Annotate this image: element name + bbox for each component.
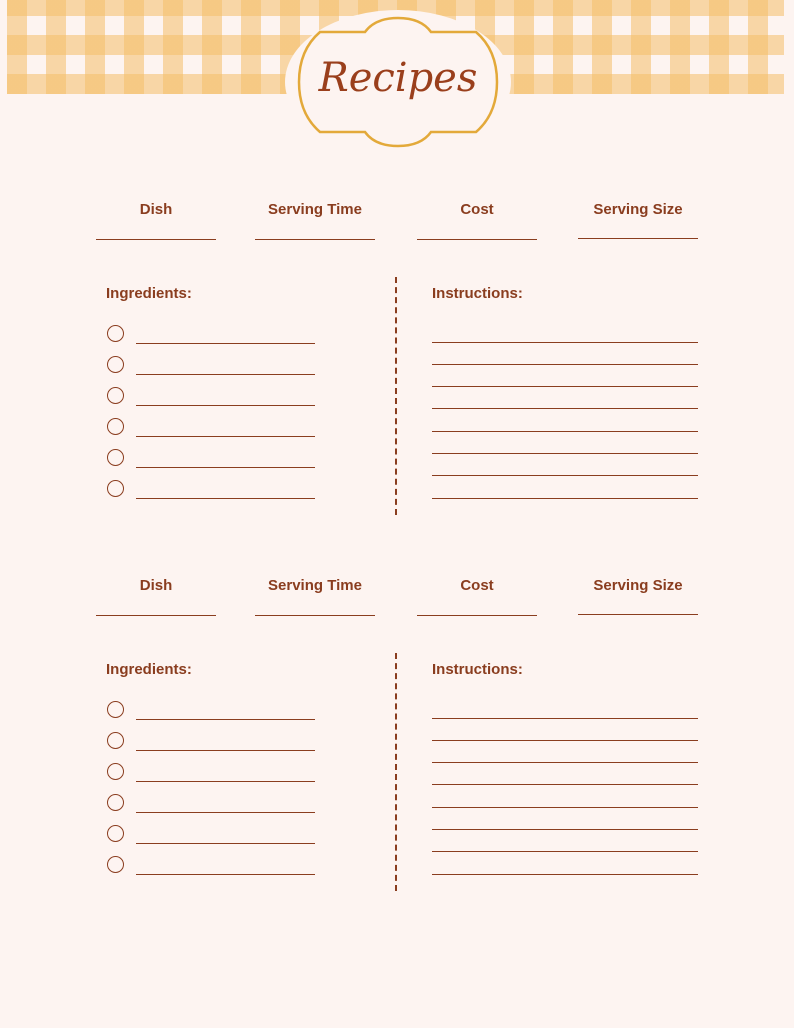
ingredients-heading: Ingredients: xyxy=(106,285,192,302)
instruction-line[interactable] xyxy=(432,408,698,409)
ingredient-line[interactable] xyxy=(136,405,315,406)
instruction-line[interactable] xyxy=(432,874,698,875)
serving-size-input-line[interactable] xyxy=(578,614,698,615)
page-title: Recipes xyxy=(318,55,478,101)
instruction-line[interactable] xyxy=(432,718,698,719)
field-label-serving-time: Serving Time xyxy=(268,201,362,218)
instruction-line[interactable] xyxy=(432,342,698,343)
ingredient-checkbox[interactable] xyxy=(107,356,124,373)
dish-input-line[interactable] xyxy=(96,615,216,616)
ingredient-line[interactable] xyxy=(136,812,315,813)
ingredient-checkbox[interactable] xyxy=(107,418,124,435)
ingredients-heading: Ingredients: xyxy=(106,661,192,678)
instruction-line[interactable] xyxy=(432,386,698,387)
dish-input-line[interactable] xyxy=(96,239,216,240)
instructions-heading: Instructions: xyxy=(432,285,523,302)
instruction-line[interactable] xyxy=(432,762,698,763)
ingredient-checkbox[interactable] xyxy=(107,449,124,466)
instruction-line[interactable] xyxy=(432,364,698,365)
instructions-heading: Instructions: xyxy=(432,661,523,678)
instruction-line[interactable] xyxy=(432,431,698,432)
field-label-serving-size: Serving Size xyxy=(593,201,683,218)
field-label-dish: Dish xyxy=(139,577,173,594)
ingredient-line[interactable] xyxy=(136,467,315,468)
instruction-line[interactable] xyxy=(432,475,698,476)
ingredient-line[interactable] xyxy=(136,343,315,344)
instruction-line[interactable] xyxy=(432,807,698,808)
instruction-line[interactable] xyxy=(432,851,698,852)
ingredient-line[interactable] xyxy=(136,843,315,844)
ingredient-checkbox[interactable] xyxy=(107,325,124,342)
ingredient-checkbox[interactable] xyxy=(107,794,124,811)
instruction-line[interactable] xyxy=(432,740,698,741)
cost-input-line[interactable] xyxy=(417,615,537,616)
field-label-serving-size: Serving Size xyxy=(593,577,683,594)
ingredient-checkbox[interactable] xyxy=(107,856,124,873)
instruction-line[interactable] xyxy=(432,829,698,830)
column-divider xyxy=(395,277,397,515)
ingredient-checkbox[interactable] xyxy=(107,763,124,780)
instruction-line[interactable] xyxy=(432,784,698,785)
field-label-serving-time: Serving Time xyxy=(268,577,362,594)
serving-time-input-line[interactable] xyxy=(255,239,375,240)
instruction-line[interactable] xyxy=(432,498,698,499)
ingredient-checkbox[interactable] xyxy=(107,480,124,497)
instruction-line[interactable] xyxy=(432,453,698,454)
ingredient-line[interactable] xyxy=(136,874,315,875)
ingredient-line[interactable] xyxy=(136,750,315,751)
field-label-cost: Cost xyxy=(460,201,494,218)
ingredient-checkbox[interactable] xyxy=(107,825,124,842)
ingredient-checkbox[interactable] xyxy=(107,387,124,404)
ingredient-line[interactable] xyxy=(136,498,315,499)
cost-input-line[interactable] xyxy=(417,239,537,240)
serving-time-input-line[interactable] xyxy=(255,615,375,616)
ingredient-line[interactable] xyxy=(136,781,315,782)
ingredient-checkbox[interactable] xyxy=(107,701,124,718)
serving-size-input-line[interactable] xyxy=(578,238,698,239)
column-divider xyxy=(395,653,397,891)
field-label-dish: Dish xyxy=(139,201,173,218)
ingredient-line[interactable] xyxy=(136,374,315,375)
ingredient-line[interactable] xyxy=(136,436,315,437)
field-label-cost: Cost xyxy=(460,577,494,594)
ingredient-line[interactable] xyxy=(136,719,315,720)
ingredient-checkbox[interactable] xyxy=(107,732,124,749)
